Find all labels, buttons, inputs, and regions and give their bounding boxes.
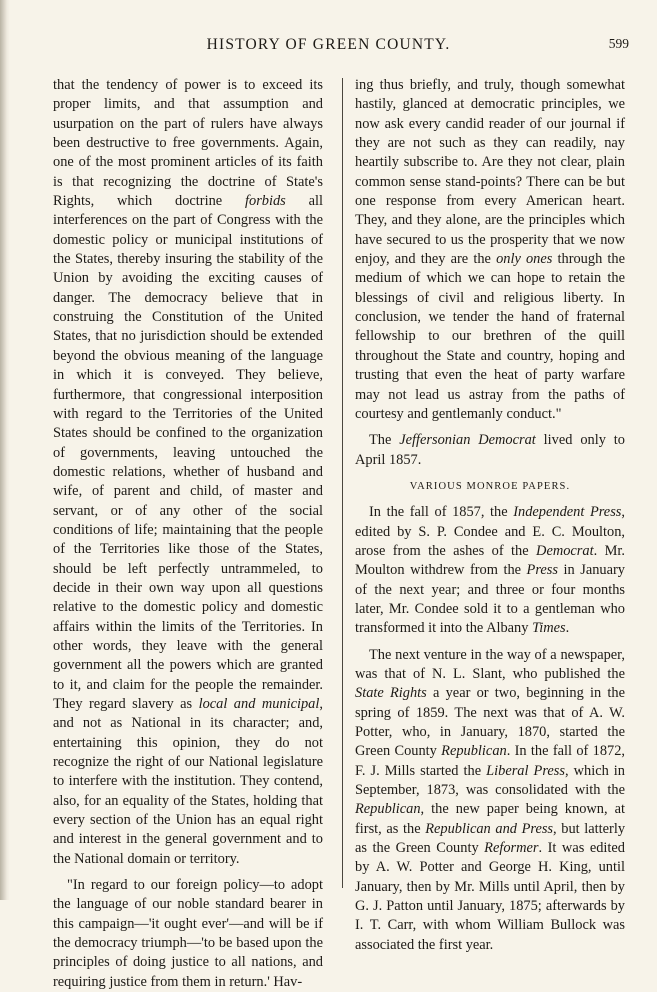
column-divider: [342, 78, 343, 888]
page-edge-shadow: [0, 0, 10, 900]
left-paragraph-2: "In regard to our foreign policy—to adopt the language of our noble standard bearer in this campaign—'it ought ever'—and will be if the democracy triumph—'to be based upon the principles of doing justice to all nations, and requiring justice from them in return.' Hav-: [53, 877, 323, 990]
right-paragraph-1: ing thus briefly, and truly, though somewhat hastily, glanced at democratic principles, we now ask every candid reader of our journal if they are not such as they can readily, nay heartily subscribe to. Are they not clear, plain common sense stand-points? There can be but one response from every American heart. They, and they alone, are the principles which have secured to us the prosperity that we now enjoy, and they are the only ones through the medium of which we can hope to retain the blessings of civil and religious liberty. In conclusion, we tender the hand of fraternal fellowship to our brethren of the quill throughout the State and country, hoping and trusting that even the heat of party warfare may not lead us astray from the paths of courtesy and gentlemanly conduct.": [355, 77, 625, 422]
left-column: [53, 76, 323, 992]
right-paragraph-2: The Jeffersonian Democrat lived only to April 1857.: [355, 432, 625, 468]
right-paragraph-3: In the fall of 1857, the Independent Press, edited by S. P. Condee and E. C. Moulton, arose from the ashes of the Democrat. Mr. Moulton withdrew from the Press in January of the next year; and three or four months later, Mr. Condee sold it to a gentleman who transformed it into the Albany Times.: [355, 504, 626, 637]
left-paragraph-1: that the tendency of power is to exceed its proper limits, and that assumption and usurpation on the part of rulers have always been destructive to free governments. Again, one of the most prominent articles of its faith is that recognizing the doctrine of State's Rights, which doctrine forbids all interferences on the part of Congress with the domestic policy or municipal institutions of the States, thereby insuring the stability of the Union by avoiding the exciting causes of danger. The democracy believe that in construing the Constitution of the United States, that no jurisdiction should be extended beyond the obvious meaning of the language in which it is conveyed. They believe, furthermore, that congressional interposition with regard to the Territories of the United States should be confined to the organization of governments, leaving untouched the domestic relations, whether of husband and wife, of parent and child, of master and servant, or of any other of the social conditions of life; maintaining that the people of the Territories like those of the States, should be left perfectly untrammeled, to decide in their own way upon all questions relative to the domestic policy and domestic affairs within the limits of the Territories. In other words, they leave with the general government all the powers which are granted to it, and claim for the people the remainder. They regard slavery as local and municipal, and not as National in its character; and, entertaining this opinion, they do not recognize the right of our National legislature to interfere with the institution. They contend, also, for an equality of the States, holding that every section of the Union has an equal right and interest in the general government and to the National domain or territory.: [53, 77, 324, 867]
section-heading: VARIOUS MONROE PAPERS.: [409, 480, 571, 492]
right-paragraph-4: The next venture in the way of a newspaper, was that of N. L. Slant, who published the State Rights a year or two, beginning in the spring of 1859. The next was that of A. W. Potter, who, in January, 1870, started the Green County Republican. In the fall of 1872, F. J. Mills started the Liberal Press, which in September, 1873, was consolidated with the Republican, the new paper being known, at first, as the Republican and Press, but latterly as the Green County Reformer. It was edited by A. W. Potter and George H. King, until January, then by Mr. Mills until April, then by G. J. Patton until January, 1875; afterwards by I. T. Carr, with whom William Bullock was associated the first year.: [355, 646, 626, 953]
right-column: [355, 76, 625, 955]
page-number: 599: [608, 36, 629, 51]
running-title: HISTORY OF GREEN COUNTY.: [206, 36, 451, 53]
